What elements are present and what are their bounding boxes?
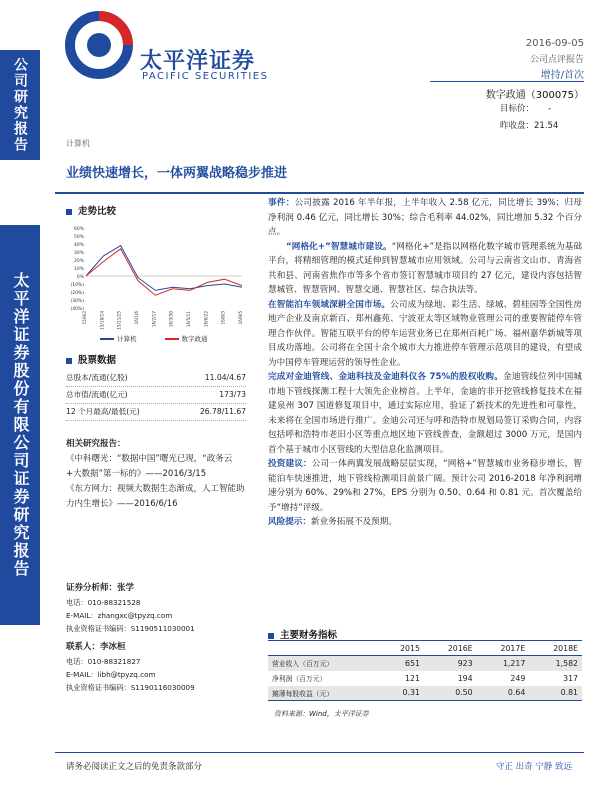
stock-title-text: 股票数据 — [78, 355, 117, 366]
cell: 1,582 — [529, 656, 582, 671]
stock-value: 173/73 — [219, 390, 246, 399]
x-tick-label: 16/5/11 — [186, 311, 191, 328]
cell: 317 — [563, 673, 578, 683]
analyst-email: E-MAIL：zhangxc@tpyzq.com — [66, 611, 173, 620]
y-tick-label: 0% — [76, 275, 84, 280]
cell: 121 — [405, 673, 420, 683]
close-price: 昨收盘：21.54 — [500, 121, 559, 131]
y-tick-label: (20%) — [70, 291, 84, 296]
legend-label-1: 数字政通 — [181, 335, 208, 343]
trend-chart-svg — [60, 222, 250, 332]
report-date: 2016-09-05 — [525, 38, 584, 49]
para-text: 公司一体两翼发展战略层层实现，“网格+”智慧城市业务稳步增长，智能泊车快速推进，地下管线检测项目前景广阔。预计公司 2016-2018 年净利润增速分别为 60%、29%和 27%，EPS 分别为 0.50、0.64 和 0.81 元。首次覆盖给予“增持”评级。 — [268, 459, 582, 513]
fin-source: 资料来源：Wind，太平洋证券 — [274, 710, 369, 718]
body-para — [268, 196, 582, 240]
x-tick-label: 15/11/25 — [116, 311, 122, 330]
x-tick-label: 16/1/6 — [134, 311, 139, 325]
analyst-title: 联系人：李冰桓 — [66, 642, 126, 652]
analysts — [66, 580, 246, 694]
trend-legend — [100, 334, 208, 343]
cell: 0.64 — [477, 686, 530, 701]
legend-item-0 — [100, 334, 137, 343]
brand-sub: PACIFIC SECURITIES — [142, 71, 269, 82]
table-row — [268, 671, 582, 686]
analyst-cert: 执业资格证书编码：S1190116030009 — [66, 683, 195, 692]
para-lead: “网格化+”智慧城市建设。 — [286, 241, 392, 252]
cell: 0.31 — [379, 686, 424, 701]
brand-name: 太平洋证券 — [140, 49, 256, 74]
x-tick-label: 16/2/17 — [151, 311, 157, 328]
logo — [64, 10, 134, 80]
y-tick-label: 30% — [73, 251, 84, 256]
related-title: 相关研究报告： — [66, 439, 126, 449]
cell: 营业收入（百万元） — [268, 656, 379, 671]
legend-item-1 — [165, 334, 208, 343]
cell: 0.50 — [424, 686, 477, 701]
cell: 651 — [379, 656, 424, 671]
y-tick-label: 10% — [73, 267, 84, 272]
cell: 0.81 — [529, 686, 582, 701]
body-para — [268, 298, 582, 371]
x-tick-label: 16/8/3 — [220, 311, 226, 325]
table-row — [268, 686, 582, 701]
company-name: 数字政通（300075） — [485, 90, 584, 101]
x-tick-label: 15/10/14 — [99, 311, 105, 330]
para-text: 新业务拓展不及预期。 — [310, 517, 397, 527]
y-tick-label: 60% — [73, 227, 84, 232]
stock-label: 总股本/流通(亿股) — [66, 373, 128, 382]
stock-value: 11.04/4.67 — [204, 373, 246, 382]
col-header: 2017E — [477, 641, 530, 656]
analyst-phone: 电话：010-88321827 — [66, 657, 141, 666]
trend-chart — [60, 222, 250, 336]
rating: 增持/首次 — [540, 70, 584, 81]
para-text: 公司成为绿地、彩生活、绿城、碧桂园等全国性房地产企业及南京新百、郑州鑫苑、宁波亚太等区域物业管理公司的重要智能停车管理合作伙伴。智能互联平台的停车运营业务已在郑州百耗广场、福州嘉华新城等项目成功落地。公司将在全国十余个城市大力推进停车管理示范项目的建设，有望成为中国停车管理运营的领导性企业。 — [268, 299, 582, 368]
table-header-row — [268, 641, 582, 656]
x-tick-label: 16/3/30 — [168, 311, 174, 328]
title-line — [55, 192, 584, 194]
report-type: 公司点评报告 — [529, 55, 584, 65]
fin-title — [268, 627, 337, 641]
body-para — [268, 240, 582, 298]
fin-table-wrap — [268, 640, 582, 719]
y-tick-label: 40% — [73, 243, 84, 248]
logo-mark-icon — [64, 10, 134, 80]
body-para — [268, 515, 582, 530]
sidebar-bottom-text: 太平洋证券股份有限公司证券研究报告 — [11, 272, 30, 578]
report-title: 业绩快速增长，一体两翼战略稳步推进 — [66, 166, 288, 181]
trend-title-text: 走势比较 — [78, 206, 117, 217]
para-lead: 投资建议： — [268, 459, 312, 469]
x-tick-label: 16/6/22 — [203, 311, 209, 328]
cell: 249 — [510, 673, 526, 683]
col-header: 2018E — [529, 641, 582, 656]
square-bullet-icon — [268, 633, 274, 639]
cell: 净利润（百万元） — [272, 675, 327, 683]
para-text: 公司披露 2016 年半年报，上半年收入 2.58 亿元，同比增长 39%；归母净利润 0.46 亿元，同比增长 30%；综合毛利率 44.02%，同比增加 5.32 个百分点。 — [268, 198, 582, 237]
body-para — [268, 457, 582, 515]
stock-row — [66, 404, 246, 421]
industry: 计算机 — [66, 139, 90, 148]
stock-label: 总市值/流通(亿元) — [66, 390, 128, 399]
body — [268, 196, 582, 530]
col-header: 2015 — [379, 641, 424, 656]
y-tick-label: (10%) — [70, 283, 84, 288]
header-line — [430, 81, 584, 82]
stock-value: 26.78/11.67 — [199, 407, 246, 416]
cell: 摊薄每股收益（元） — [268, 686, 379, 701]
sidebar-bottom — [0, 225, 40, 625]
stock-row — [66, 387, 246, 404]
col-header: 2016E — [424, 641, 477, 656]
target-price — [500, 102, 551, 114]
para-lead: 完成对金迪管线、金迪科技及金迪科仪各 75%的股权收购。 — [268, 372, 504, 382]
para-text: 金迪管线位列中国城市地下管线探测工程十大领先企业榜首。上半年，金迪的非开挖管线修复技术在福建泉州 307 国道修复项目中，通过实际应用，验证了新技术的先进性和可靠性，未来将在全国市场进行推广。金迪公司还与呼和浩特市规划局签订采购合同，内容包括呼和浩特市老旧小区等重点地区地下管线普查，金额超过 3000 万元，是国内首个基于城市小区管线的大型信息化监测项目。 — [268, 372, 582, 455]
sidebar-top-text: 公司研究报告 — [12, 57, 28, 153]
related-item: 《中科曙光：“数据中国”曙光已现，“政务云+大数据”第一标的》——2016/3/15 — [66, 454, 233, 479]
cell: 1,217 — [477, 656, 530, 671]
fin-title-text: 主要财务指标 — [280, 630, 338, 641]
series-line-0 — [86, 246, 242, 291]
x-tick-label: 16/9/5 — [238, 311, 243, 325]
para-lead: 在智能泊车领域深耕全国市场。 — [268, 299, 391, 310]
trend-title — [66, 203, 116, 217]
stock-title — [66, 352, 116, 366]
analyst-phone: 电话：010-88321528 — [66, 598, 141, 607]
footer-motto: 守正 出奇 宁静 致远 — [495, 762, 572, 772]
col-header — [268, 641, 379, 656]
y-tick-label: 20% — [73, 259, 84, 264]
cell: 923 — [424, 656, 477, 671]
y-tick-label: 50% — [73, 235, 84, 240]
cell: 194 — [457, 673, 473, 683]
square-bullet-icon — [66, 358, 72, 364]
analyst-email: E-MAIL：libh@tpyzq.com — [66, 670, 156, 679]
related-item: 《东方网力：视频大数据生态渐成，人工智能助力内生增长》——2016/6/16 — [66, 484, 245, 509]
target-value: - — [548, 104, 552, 114]
y-tick-label: (30%) — [70, 299, 84, 304]
series-line-1 — [86, 249, 242, 295]
analyst-cert: 执业资格证书编码：S1190511030001 — [66, 624, 195, 633]
target-label: 目标价： — [500, 104, 535, 114]
para-lead: 风险提示： — [268, 517, 311, 527]
para-lead: 事件： — [268, 198, 295, 208]
stock-row — [66, 370, 246, 387]
table-row — [268, 656, 582, 671]
sidebar-top — [0, 50, 40, 160]
fin-table — [268, 640, 582, 701]
related-reports — [66, 437, 246, 512]
para-text: “网格化+”是指以网格化数字城市管理系统为基础平台，将精细管理的模式延伸到智慧城市应用领域。公司与云南省文山市、青海省共和县、河南省焦作市等多个省市签订智慧城市项目约 27 亿元，建设内容包括智慧城管、智慧管网、智慧交通、智慧社区、综合执法等。 — [268, 241, 583, 295]
x-tick-label: 15/9/2 — [82, 311, 87, 325]
square-bullet-icon — [66, 209, 72, 215]
y-tick-label: (40%) — [70, 307, 84, 312]
footer-line — [55, 752, 584, 753]
body-para — [268, 370, 582, 457]
stock-label: 12 个月最高/最低(元) — [66, 407, 140, 416]
footer-disclaimer: 请务必阅读正文之后的免责条款部分 — [66, 762, 203, 772]
analyst-title: 证券分析师：张学 — [66, 583, 135, 593]
legend-label-0: 计算机 — [117, 335, 137, 343]
stock-table — [66, 370, 246, 421]
